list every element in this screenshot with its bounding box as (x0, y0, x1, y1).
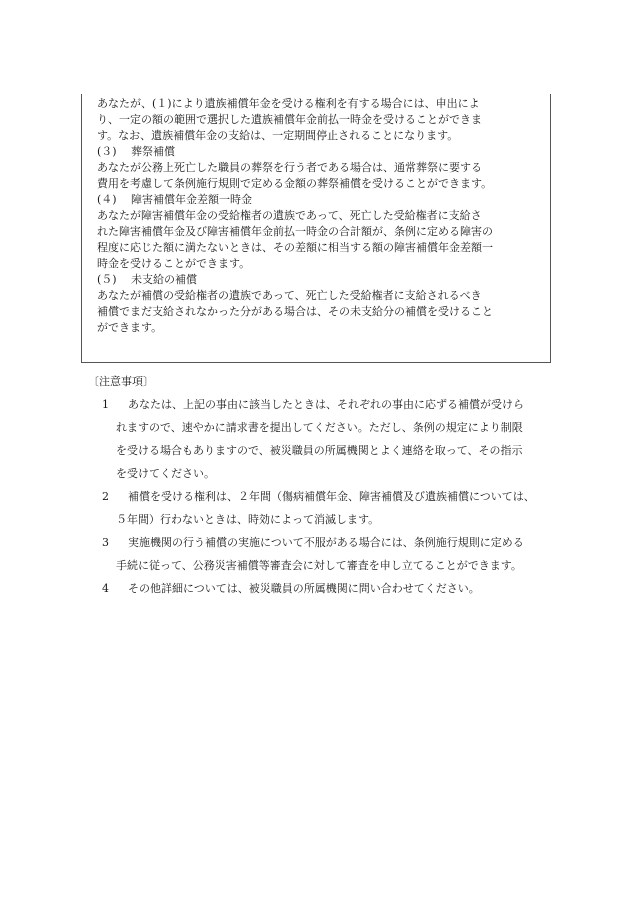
section-heading-funeral (97, 144, 549, 160)
section-line: ができます。 (97, 321, 163, 334)
note-item-line (88, 577, 558, 600)
note-number: 4 (102, 582, 109, 595)
section-line: あなたが障害補償年金の受給権者の遺族であって、死亡した受給権者に支給さ (97, 209, 482, 222)
intro-line: り、一定の額の範囲で選択した遺族補償年金前払一時金を受けることができま (97, 113, 482, 126)
section-number: (４) (97, 193, 117, 206)
section-title: 障害補償年金差額一時金 (131, 193, 252, 206)
section-line: あなたが補償の受給権者の遺族であって、死亡した受給権者に支給されるべき (97, 289, 482, 302)
notes-section (88, 370, 558, 600)
intro-line: す。なお、遺族補償年金の支給は、一定期間停止されることになります。 (97, 129, 459, 142)
note-item-line: ５年間）行わないときは、時効によって消滅します。 (116, 513, 380, 526)
note-item-line (88, 531, 558, 554)
section-line: 時金を受けることができます。 (97, 257, 251, 270)
note-text: 補償を受ける権利は、２年間（傷病補償年金、障害補償及び遺族補償については、 (128, 490, 535, 503)
note-number: 1 (102, 398, 109, 411)
note-item-line (88, 485, 558, 508)
section-line: 費用を考慮して条例施行規則で定める金額の葬祭補償を受けることができます。 (97, 177, 493, 190)
section-line: 補償でまだ支給されなかった分がある場合は、その未支給分の補償を受けること (97, 305, 493, 318)
section-heading-unpaid (97, 272, 549, 288)
note-item-line: れますので、速やかに請求書を提出してください。ただし、条例の規定により制限 (116, 421, 523, 434)
section-number: (５) (97, 273, 117, 286)
note-item-line: 手続に従って、公務災害補償等審査会に対して審査を申し立てることができます。 (116, 559, 522, 572)
note-number: 3 (102, 536, 109, 549)
section-number: (３) (97, 145, 117, 158)
section-line: あなたが公務上死亡した職員の葬祭を行う者である場合は、通常葬祭に要する (97, 161, 482, 174)
note-item-line: を受ける場合もありますので、被災職員の所属機関とよく連絡を取って、その指示 (116, 444, 523, 457)
note-text: 実施機関の行う補償の実施について不服がある場合には、条例施行規則に定める (128, 536, 524, 549)
note-number: 2 (102, 490, 109, 503)
section-line: れた障害補償年金及び障害補償年金前払一時金の合計額が、条例に定める障害の (97, 225, 493, 238)
section-heading-disability-difference (97, 192, 549, 208)
note-text: あなたは、上記の事由に該当したときは、それぞれの事由に応ずる補償が受けら (128, 398, 524, 411)
note-item-line: を受けてください。 (116, 467, 215, 480)
section-title: 葬祭補償 (131, 145, 175, 158)
section-line: 程度に応じた額に満たないときは、その差額に相当する額の障害補償年金差額一 (97, 241, 493, 254)
section-title: 未支給の補償 (131, 273, 197, 286)
notes-title: 〔注意事項〕 (88, 375, 154, 388)
note-text: その他詳細については、被災職員の所属機関に問い合わせてください。 (128, 582, 480, 595)
intro-line: あなたが、(１)により遺族補償年金を受ける権利を有する場合には、申出によ (97, 97, 480, 110)
note-item-line (88, 393, 558, 416)
compensation-box-content (97, 96, 549, 336)
